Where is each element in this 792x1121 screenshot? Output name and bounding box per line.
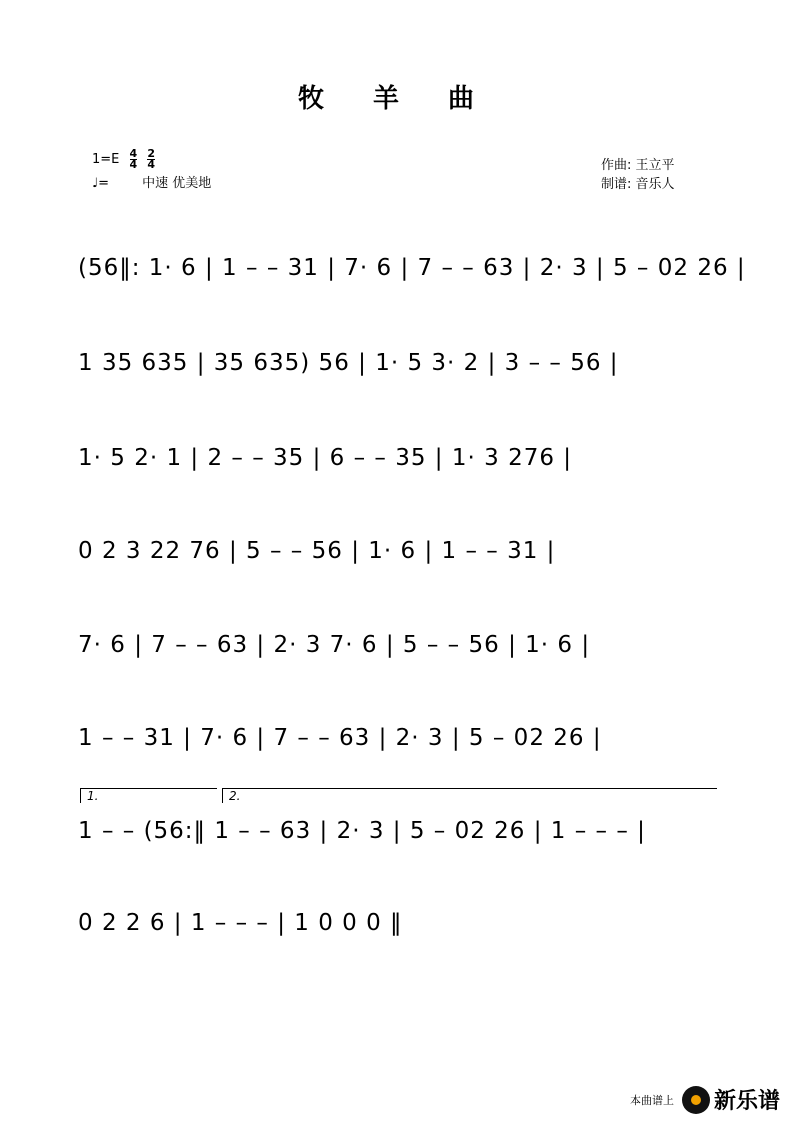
score-row-7 — [78, 808, 718, 862]
score-row-4 — [78, 528, 718, 582]
notation-line: 7· 6 | 7 – – 63 | 2· 3 7· 6 | 5 – – 56 | 1· 6 | — [78, 632, 591, 658]
score-header-left — [92, 148, 211, 196]
page-title: 牧 羊 曲 — [297, 84, 495, 114]
site-logo-name: 新乐谱 — [713, 1089, 780, 1114]
notation-line: 1· 5 2· 1 | 2 – – 35 | 6 – – 35 | 1· 3 276 | — [78, 445, 573, 471]
notation-line: 1 – – 31 | 7· 6 | 7 – – 63 | 2· 3 | 5 – 02 26 | — [78, 725, 602, 751]
footer-text: 本曲谱上 — [629, 1093, 674, 1107]
score-row-8 — [78, 900, 718, 954]
score-row-3 — [78, 435, 718, 489]
record-logo-icon — [682, 1086, 710, 1114]
notation-line: (56‖: 1· 6 | 1 – – 31 | 7· 6 | 7 – – 63 | 2· 3 | 5 – 02 26 | — [78, 255, 746, 281]
score-row-2 — [78, 340, 718, 394]
volta-2-bracket: 2. — [222, 788, 717, 803]
footer — [630, 1084, 780, 1115]
transcriber: 制谱: 音乐人 — [601, 177, 675, 192]
tempo-line — [92, 172, 211, 196]
time-signature-2-4: $\frac{2}{4}$ — [147, 147, 155, 171]
notation-line: 0 2 3 22 76 | 5 – – 56 | 1· 6 | 1 – – 31 | — [78, 538, 556, 564]
score-row-1 — [78, 245, 746, 299]
time-signature-4-4: $\frac{4}{4}$ — [129, 147, 138, 171]
volta-1-bracket: 1. — [80, 788, 217, 803]
notation-line: 1 – – (56:‖ 1 – – 63 | 2· 3 | 5 – 02 26 | 1 – – – | — [78, 818, 646, 844]
notation-line: 0 2 2 6 | 1 – – – | 1 0 0 0 ‖ — [78, 910, 403, 936]
tempo-text: 中速 优美地 — [142, 176, 212, 191]
score-row-6 — [78, 715, 718, 769]
time-signatures — [124, 148, 155, 172]
composer: 作曲: 王立平 — [601, 158, 675, 173]
key-signature: 1=E — [92, 152, 120, 167]
score-row-5 — [78, 622, 718, 676]
notation-line: 1 35 635 | 35 635) 56 | 1· 5 3· 2 | 3 – – 56 | — [78, 350, 619, 376]
score-header-right — [601, 156, 675, 194]
key-line — [92, 148, 211, 172]
tempo-symbol: ♩= — [92, 176, 110, 191]
